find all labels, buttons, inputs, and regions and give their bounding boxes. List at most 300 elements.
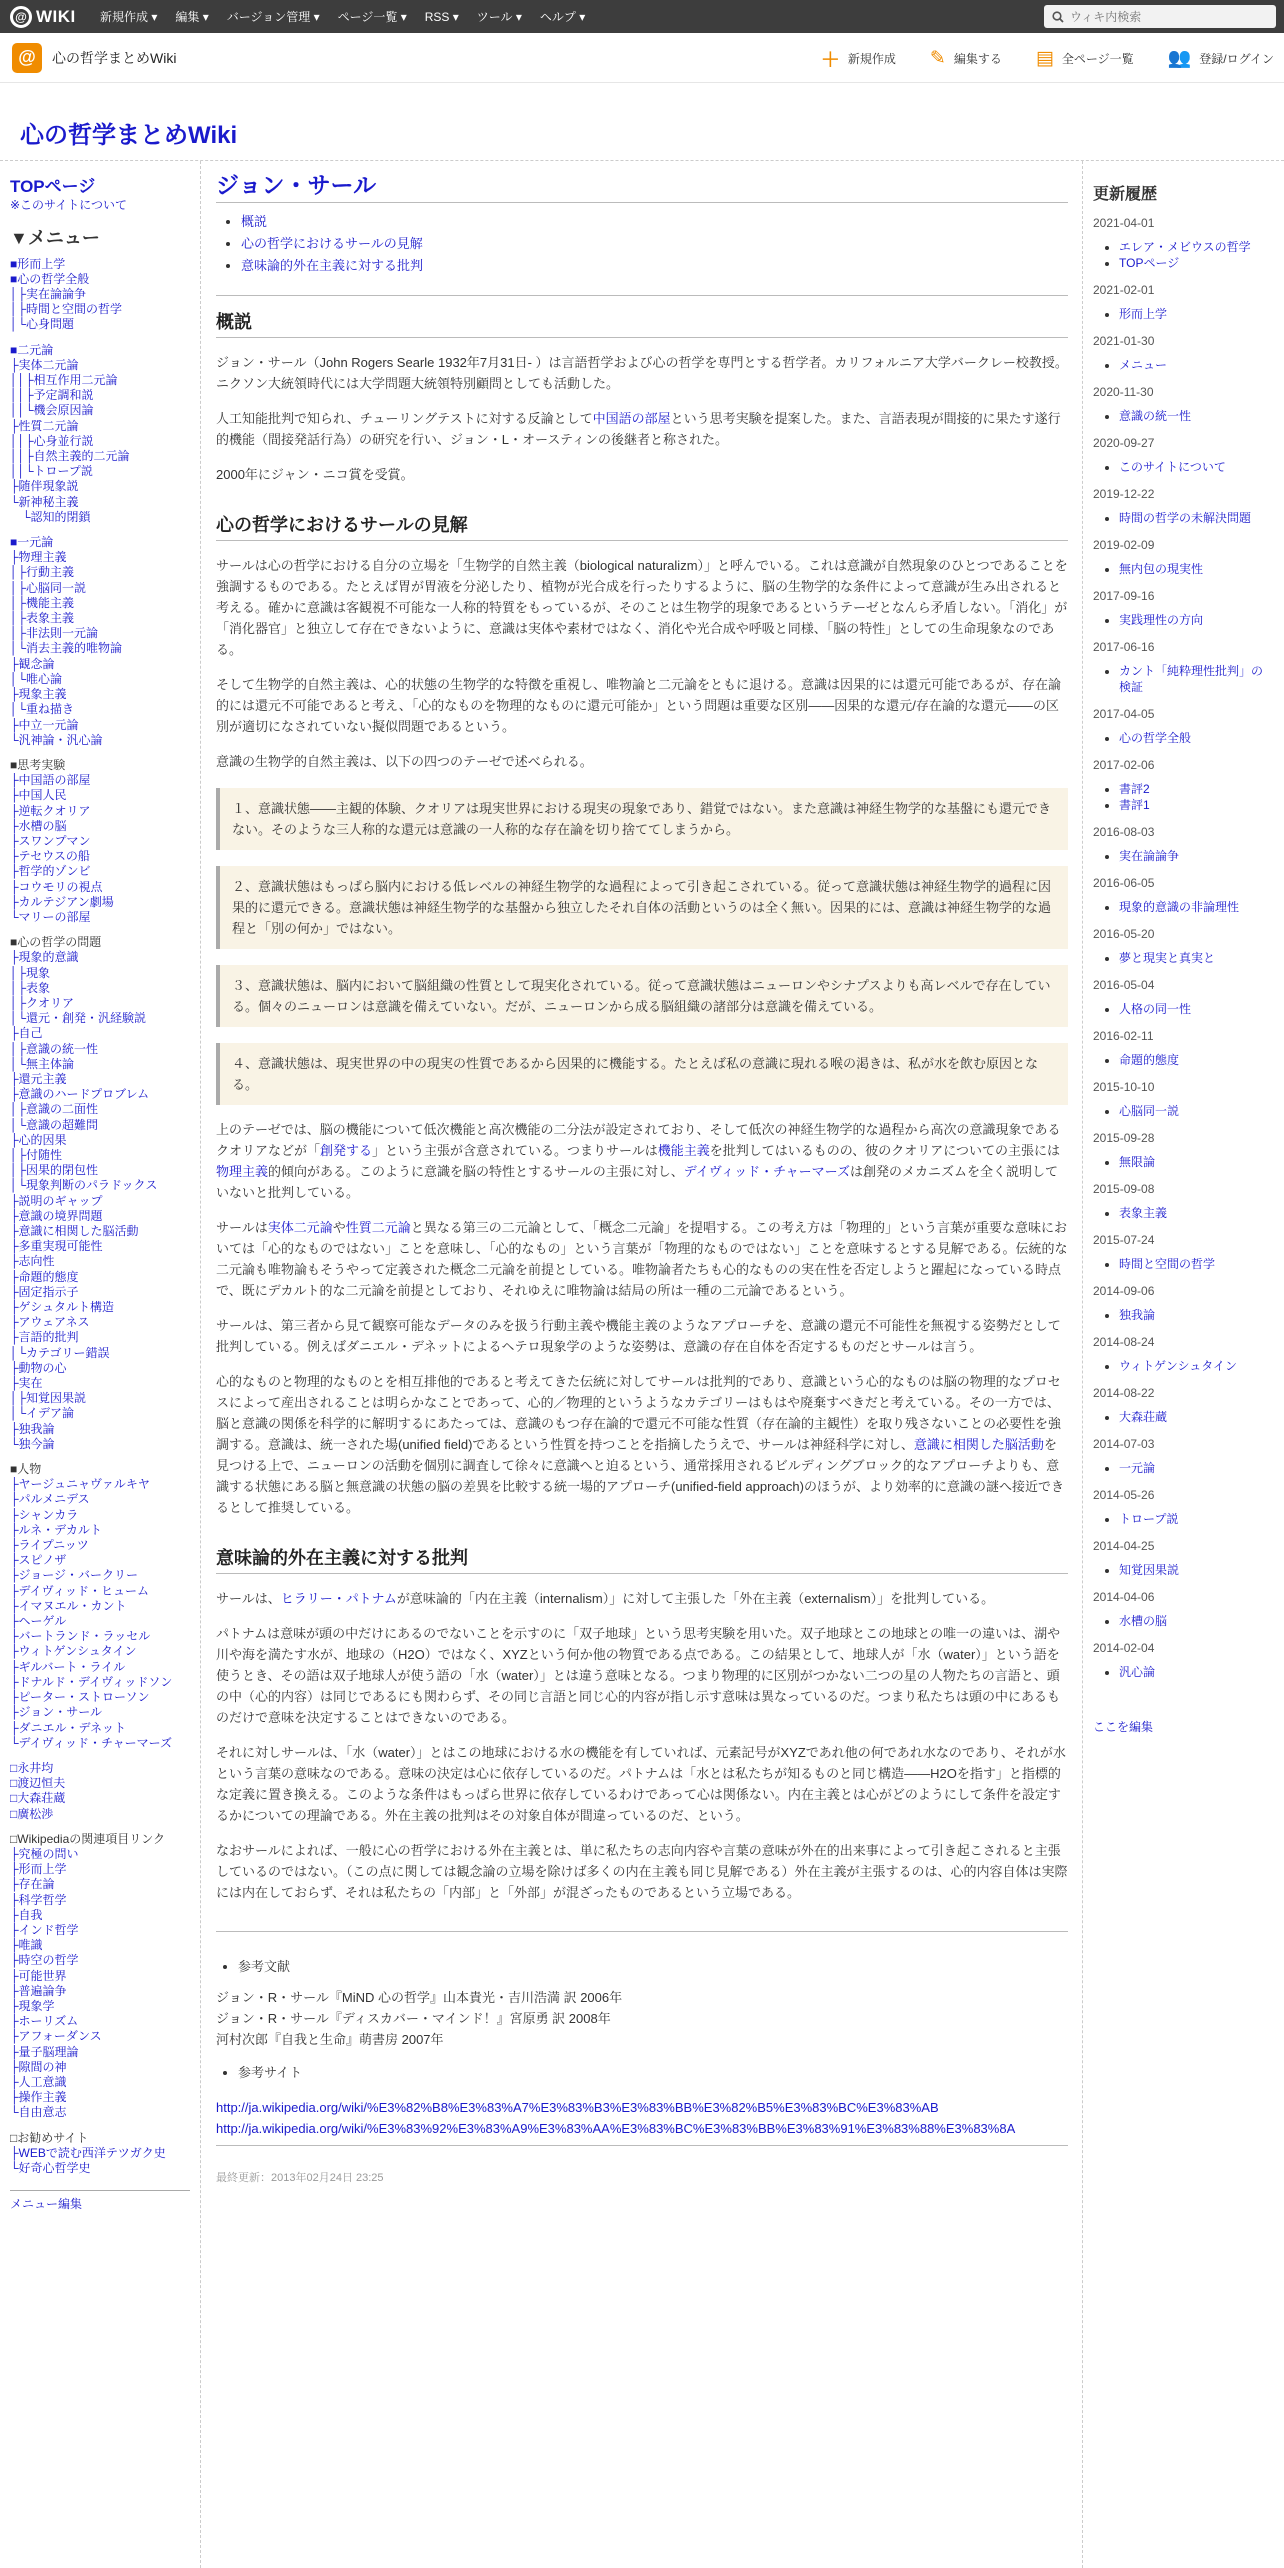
nav-link[interactable]: │└意識の超難問 (10, 1117, 99, 1132)
change-date: 2020-09-27 (1093, 436, 1155, 450)
nav-link[interactable]: ├独我論 (10, 1421, 55, 1436)
nav-link[interactable]: └好奇心哲学史 (10, 2160, 91, 2175)
nav-item (10, 2060, 190, 2075)
nav-link[interactable]: │├表象 (10, 980, 51, 995)
nav-link[interactable]: ├ゲシュタルト構造 (10, 1300, 115, 1315)
nav-link[interactable]: ■心の哲学全般 (10, 271, 90, 286)
change-items (1119, 408, 1274, 424)
nav-item (10, 895, 190, 910)
nav-link[interactable]: ├意識に相関した脳活動 (10, 1224, 139, 1238)
nav-link[interactable]: ├普遍論争 (10, 1983, 67, 1998)
nav-link[interactable]: □Wikipediaの関連項目リンク (10, 1831, 166, 1846)
book-item: ジョン・R・サール『ディスカバー・マインド！』宮原勇 訳 2008年 (216, 2011, 611, 2026)
nav-link[interactable]: ■思考実験 (10, 757, 66, 772)
chinese-room-link[interactable]: 中国語の部屋 (592, 411, 671, 426)
nav-item (10, 403, 190, 418)
nav-link[interactable]: ├ルネ・デカルト (10, 1522, 102, 1537)
nav-link[interactable]: ├イマヌエル・カント (10, 1598, 127, 1613)
nav-item (10, 611, 190, 626)
change-link[interactable]: 心脳同一説 (1119, 1104, 1180, 1118)
nav-link[interactable]: ├存在論 (10, 1877, 55, 1892)
change-date: 2016-02-11 (1093, 1029, 1154, 1043)
nav-item (10, 1877, 190, 1892)
nav-link[interactable]: □お勧めサイト (10, 2130, 89, 2145)
putnam-link[interactable]: ヒラリー・パトナム (280, 1591, 397, 1606)
substance-dualism-link[interactable]: 実体二元論 (267, 1220, 333, 1235)
nav-link[interactable]: ├性質二元論 (10, 418, 79, 433)
nav-link[interactable]: ├ドナルド・デイヴィッドソン (10, 1674, 173, 1689)
references-label: • 参考文献 (238, 1956, 1068, 1977)
paragraph: 心的なものと物理的なものとを相互排他的であると考えてきた伝統に対してサールは批判的であり、意識という心的なものは脳の物理的なプロセスによって産出されることは明らかなことであって、心的／物理的というようなカテゴリーはもはや廃棄すべきだと考えている。その一方では、脳と意識の関係を科学的に解明するにあたっては、意識のもつ存在論的で還元不可能な性質（存在論的主観性）を取り残さないことの必要性を強調する。意識は、統一された場(unified field)であるという性質を持つことを指摘したうえで、サールは神経科学に対し、意識に相関した脳活動を見つける上で、ニューロンの活動を個別に調査して徐々に意識へと迫るという、通常採用されるビルディングブロック的なアプローチよりも、意識する状態にある脳と無意識の状態の脳の差異を比較する統一場的アプローチ(unified-field approach)のほうが、より効率的に意識の謎へ接近できるとして推奨している。 (216, 1374, 1064, 1515)
nav-link[interactable]: └デイヴィッド・チャーマーズ (10, 1735, 172, 1750)
change-items (1119, 1256, 1274, 1272)
change-items (1119, 459, 1274, 475)
about-link: ※このサイトについて (10, 198, 127, 213)
nav-link[interactable]: ├自我 (10, 1907, 43, 1922)
nav-link[interactable]: │└唯心論 (10, 671, 63, 686)
nav-link[interactable]: ├自己 (10, 1026, 43, 1041)
nav-link[interactable]: ├コウモリの視点 (10, 879, 103, 894)
nav-link[interactable]: ├アフォーダンス (10, 2029, 102, 2044)
nav-groups (10, 257, 190, 2177)
nav-link[interactable]: ├テセウスの船 (10, 849, 90, 864)
change-item (1119, 612, 1274, 628)
nav-item (10, 1391, 190, 1406)
table-of-contents (241, 211, 1068, 277)
nav-link[interactable]: ├中国人民 (10, 788, 67, 803)
nav-link[interactable]: ├究極の問い (10, 1846, 79, 1861)
nav-link[interactable]: ├唯識 (10, 1938, 43, 1953)
change-link[interactable]: 書評2 (1119, 782, 1150, 796)
change-link[interactable]: 夢と現実と真実と (1119, 951, 1216, 965)
wiki-header (0, 33, 1284, 83)
change-date: 2019-12-22 (1093, 487, 1155, 501)
nav-link[interactable]: ├ホーリズム (10, 2014, 79, 2029)
menu-rss[interactable]: RSS ▾ (424, 9, 459, 24)
nav-item (10, 672, 190, 687)
change-link[interactable]: 汎心論 (1119, 1665, 1156, 1679)
nav-link[interactable]: ├科学哲学 (10, 1892, 67, 1907)
last-updated: 最終更新：2013年02月24日 23:25 (216, 2172, 384, 2184)
paragraph: 2000年にジャン・ニコ賞を受賞。 (216, 467, 414, 482)
nav-link[interactable]: ├水槽の脳 (10, 818, 67, 833)
top-navbar (0, 0, 1284, 33)
search-input[interactable] (1070, 10, 1270, 24)
document-icon: ▤ (1035, 47, 1054, 69)
nav-link[interactable]: ├ウィトゲンシュタイン (10, 1644, 137, 1659)
wiki-name[interactable]: 心の哲学まとめWiki (52, 49, 177, 66)
change-items (1119, 1205, 1274, 1221)
nav-item (10, 1862, 190, 1877)
chalmers-link[interactable]: デイヴィッド・チャーマーズ (683, 1164, 851, 1179)
change-date: 2016-06-05 (1093, 876, 1155, 890)
property-dualism-link[interactable]: 性質二元論 (345, 1220, 411, 1235)
nav-link[interactable]: ├ピーター・ストローソン (10, 1690, 150, 1705)
change-items (1119, 781, 1274, 813)
nav-item (10, 1999, 190, 2014)
nav-link[interactable]: ├説明のギャップ (10, 1193, 103, 1208)
change-link[interactable]: 形而上学 (1119, 307, 1168, 321)
nav-link[interactable]: □大森荘蔵 (10, 1791, 66, 1806)
nav-link[interactable]: ├ライプニッツ (10, 1538, 89, 1553)
nav-item (10, 581, 190, 596)
nav-item (10, 1422, 190, 1437)
nav-link[interactable]: │└還元・創発・汎経験説 (10, 1011, 147, 1026)
change-item (1119, 408, 1274, 424)
functionalism-link[interactable]: 機能主義 (657, 1143, 710, 1158)
nav-item (10, 1477, 190, 1492)
nav-link[interactable]: ├ヘーゲル (10, 1614, 67, 1629)
emergence-link[interactable]: 創発する (320, 1143, 373, 1158)
change-items (1119, 357, 1274, 373)
change-date: 2014-05-26 (1093, 1488, 1155, 1502)
change-link[interactable]: 時間の哲学の未解決問題 (1119, 511, 1252, 525)
change-date: 2016-05-04 (1093, 978, 1155, 992)
change-link[interactable]: トロープ説 (1119, 1512, 1179, 1526)
nav-link[interactable]: ├ジョージ・バークリー (10, 1568, 139, 1583)
menu-pages[interactable]: ページ一覧 ▾ (337, 10, 407, 24)
section-heading: 意味論的外在主義に対する批判 (216, 1518, 1068, 1574)
recent-changes-list (1093, 216, 1274, 1680)
book-item: ジョン・R・サール『MiND 心の哲学』山本貴光・吉川浩満 訳 2006年 (216, 1990, 623, 2005)
site-links (216, 2097, 1068, 2139)
change-link[interactable]: 書評1 (1119, 798, 1150, 812)
divider (216, 2145, 1068, 2146)
nav-link[interactable]: ├インド哲学 (10, 1922, 79, 1937)
change-items (1119, 1664, 1274, 1680)
nav-link[interactable]: □永井均 (10, 1760, 54, 1775)
change-items (1119, 561, 1274, 577)
change-items (1119, 899, 1274, 915)
edit-button[interactable]: ✎ 編集する (929, 47, 1002, 69)
nav-link[interactable]: ├実在 (10, 1376, 43, 1391)
change-link[interactable]: ウィトゲンシュタイン (1119, 1359, 1238, 1373)
nav-item (10, 2161, 190, 2176)
nav-item (10, 358, 190, 373)
nav-item (10, 1148, 190, 1163)
nav-link[interactable]: │├知覚因果説 (10, 1391, 87, 1406)
nav-item (10, 1538, 190, 1553)
all-pages-button[interactable]: ▤ 全ページ一覧 (1035, 47, 1134, 69)
nav-link[interactable]: ├バートランド・ラッセル (10, 1629, 151, 1644)
change-item (1119, 781, 1274, 797)
change-item (1119, 1511, 1274, 1527)
nav-link[interactable]: ■二元論 (10, 342, 54, 357)
change-link[interactable]: メニュー (1119, 358, 1168, 372)
nav-item (10, 1776, 190, 1791)
nav-item (10, 1437, 190, 1452)
nav-item (10, 343, 190, 358)
nav-link[interactable]: □廣松渉 (10, 1806, 54, 1821)
nav-group (10, 535, 190, 748)
change-link[interactable]: 一元論 (1119, 1461, 1156, 1475)
nav-item (10, 804, 190, 819)
nav-item (10, 1736, 190, 1751)
edit-sidebar-link: ここを編集 (1093, 1720, 1154, 1734)
nav-link[interactable]: ├ヤージュニャヴァルキヤ (10, 1477, 150, 1492)
section-heading: 概説 (216, 295, 1068, 338)
search-box (1044, 5, 1276, 28)
nav-item (10, 1660, 190, 1675)
nav-link[interactable]: │├行動主義 (10, 565, 75, 580)
nav-link[interactable]: □渡辺恒夫 (10, 1776, 66, 1791)
ncc-link[interactable]: 意識に相関した脳活動 (913, 1437, 1044, 1452)
nav-link[interactable]: ■一元論 (10, 535, 54, 550)
change-date: 2015-09-08 (1093, 1182, 1155, 1196)
nav-link[interactable]: ├還元主義 (10, 1071, 67, 1086)
nav-link[interactable]: ├ダニエル・デネット (10, 1720, 127, 1735)
nav-link[interactable]: └自由意志 (10, 2105, 67, 2120)
change-link[interactable]: 表象主義 (1119, 1206, 1168, 1220)
sites-label-list (238, 2062, 1068, 2083)
nav-link[interactable]: │├機能主義 (10, 595, 75, 610)
at-logo-icon: @ (10, 6, 32, 28)
nav-link[interactable]: └認知的閉鎖 (10, 509, 91, 524)
nav-link[interactable]: ├志向性 (10, 1254, 55, 1269)
nav-item (10, 2075, 190, 2090)
nav-link[interactable]: │└心身問題 (10, 317, 75, 332)
nav-item (10, 1847, 190, 1862)
nav-link[interactable]: │└重ね描き (10, 702, 75, 717)
nav-link[interactable]: ├パルメニデス (10, 1492, 90, 1507)
nav-link[interactable]: ├可能世界 (10, 1968, 67, 1983)
nav-link[interactable]: └汎神論・汎心論 (10, 732, 103, 747)
change-link[interactable]: 無限論 (1119, 1155, 1156, 1169)
nav-item (10, 1330, 190, 1345)
nav-link[interactable]: │├因果的閉包性 (10, 1163, 99, 1178)
nav-link[interactable]: ││├自然主義的二元論 (10, 449, 130, 464)
nav-link[interactable]: ├ギルバート・ライル (10, 1659, 126, 1674)
recent-changes-title: 更新履歴 (1093, 186, 1158, 203)
paragraph: それに対しサールは、「水（water）」とはこの地球における水の機能を有していれば、元素記号がXYZであれ他の何であれ水なのであり、それが水という言葉の意味なのである。意味の決定は心に依存しているのだ。パトナムは「水とは私たちが知るものと同じ構造――H2Oを指す」と指標的な定義に置き換える。このような条件はもっぱら世界に依存しているわけであって心は関係ない。内在主義とは心がどのようにして条件を設定するかについての理論である。外在主義の批判はその対象自体が間違っているのだ、という。 (216, 1745, 1066, 1823)
nav-item (10, 718, 190, 733)
change-items (1119, 1409, 1274, 1425)
plus-icon: ＋ (820, 49, 840, 71)
new-page-button[interactable]: ＋ 新規作成 (821, 45, 896, 72)
nav-link[interactable]: ├デイヴィッド・ヒューム (10, 1583, 149, 1598)
change-link[interactable]: 実在論論争 (1119, 849, 1180, 863)
nav-link[interactable]: ├形而上学 (10, 1862, 67, 1877)
nav-item (10, 1011, 190, 1026)
nav-link[interactable]: ├意識のハードプロブレム (10, 1087, 150, 1102)
nav-link[interactable]: ├アウェアネス (10, 1315, 90, 1330)
nav-item (10, 1346, 190, 1361)
nav-item (10, 1315, 190, 1330)
references-label-list (238, 1956, 1068, 1977)
nav-link[interactable]: ├固定指示子 (10, 1284, 79, 1299)
nav-link[interactable]: ├時空の哲学 (10, 1953, 79, 1968)
nav-item (10, 849, 190, 864)
nav-link[interactable]: ├隙間の神 (10, 2059, 67, 2074)
change-link[interactable]: 人格の同一性 (1119, 1002, 1192, 1016)
nav-link[interactable]: ├物理主義 (10, 550, 67, 565)
change-items (1119, 612, 1274, 628)
change-link[interactable]: 心の哲学全般 (1119, 731, 1192, 745)
change-link[interactable]: 独我論 (1119, 1308, 1156, 1322)
change-date: 2021-04-01 (1093, 216, 1155, 230)
change-link[interactable]: TOPページ (1119, 256, 1180, 270)
change-link[interactable]: 実践理性の方向 (1119, 613, 1204, 627)
nav-link[interactable]: │├心脳同一説 (10, 580, 87, 595)
nav-item (10, 2105, 190, 2120)
paragraph: 人工知能批判で知られ、チューリングテストに対する反論として中国語の部屋という思考実験を提案した。また、言語表現が間接的に果たす遂行的機能（間接発話行為）の研究を行い、ジョン・L・オースティンの後継者と称された。 (216, 411, 1061, 447)
nav-item (10, 1523, 190, 1538)
nav-link[interactable]: │└無主体論 (10, 1056, 75, 1071)
menu-version[interactable]: バージョン管理 ▾ (226, 10, 320, 24)
site-title[interactable]: 心の哲学まとめWiki (20, 122, 238, 149)
nav-link[interactable]: ├随伴現象説 (10, 479, 79, 494)
change-link[interactable]: 時間と空間の哲学 (1119, 1257, 1216, 1271)
nav-link[interactable]: │└イデア論 (10, 1406, 75, 1421)
change-link[interactable]: 大森荘蔵 (1119, 1410, 1168, 1424)
nav-link[interactable]: ├操作主義 (10, 2090, 67, 2105)
nav-link[interactable]: ││└機会原因論 (10, 403, 94, 418)
change-link[interactable]: 水槽の脳 (1119, 1614, 1168, 1628)
nav-link[interactable]: │├現象 (10, 965, 51, 980)
nav-link[interactable]: │├実在論論争 (10, 287, 87, 302)
nav-item (10, 2045, 190, 2060)
nav-link[interactable]: ■形而上学 (10, 256, 66, 271)
nav-item (10, 2146, 190, 2161)
nav-link[interactable]: │├非法則一元論 (10, 626, 99, 641)
change-items (1119, 663, 1274, 695)
nav-item (10, 1133, 190, 1148)
paragraph: サールは、第三者から見て観察可能なデータのみを扱う行動主義や機能主義のようなアプローチを、意識の還元不可能性を無視する姿勢だとして批判している。例えばダニエル・デネットによるヘテロ現象学のような姿勢は、意識の存在自体を否定するものだとサールは言う。 (216, 1318, 1061, 1354)
nav-link[interactable]: └マリーの部屋 (10, 909, 91, 924)
nav-item (10, 758, 190, 773)
nav-link[interactable]: ├中国語の部屋 (10, 773, 91, 788)
nav-link[interactable]: ├ジョン・サール (10, 1705, 103, 1720)
change-items (1119, 1307, 1274, 1323)
nav-link[interactable]: ││├予定調和説 (10, 388, 94, 403)
nav-link[interactable]: ├スワンプマン (10, 833, 91, 848)
nav-link[interactable]: ■心の哲学の問題 (10, 935, 102, 950)
nav-link[interactable]: ││├相互作用二元論 (10, 373, 118, 388)
nav-link[interactable]: │├意識の統一性 (10, 1041, 99, 1056)
change-item (1119, 1103, 1274, 1119)
paragraph: そして生物学的自然主義は、心的状態の生物学的な特徴を重視し、唯物論と二元論をともに退ける。意識は因果的には還元可能であるが、存在論的には還元不可能であると考え、「心的なものを物理的なものに還元可能か」という問題は重要な区別――因果的な還元/存在論的な還元――の区別が適切になされていない擬似問題であるという。 (216, 677, 1062, 734)
nav-link[interactable]: ││├心身並行説 (10, 433, 94, 448)
nav-link[interactable]: │└現象判断のパラドックス (10, 1178, 158, 1193)
paragraph: ジョン・サール（John Rogers Searle 1932年7月31日- ）は言語哲学および心の哲学を専門とする哲学者。カリフォルニア大学バークレー校教授。ニクソン大統領時代には大学問題大統領特別顧問としても活動した。 (216, 355, 1068, 391)
wiki-icon[interactable]: @ (12, 43, 42, 73)
change-link[interactable]: 知覚因果説 (1119, 1563, 1180, 1577)
nav-item (10, 1953, 190, 1968)
nav-link[interactable]: │└消去主義的唯物論 (10, 641, 123, 656)
change-item (1119, 1154, 1274, 1170)
physicalism-link[interactable]: 物理主義 (216, 1164, 269, 1179)
nav-item (10, 257, 190, 272)
nav-link[interactable]: ├WEBで読む西洋テツガク史 (10, 2145, 166, 2160)
paragraph: パトナムは意味が頭の中だけにあるのでないことを示すのに「双子地球」という思考実験を用いた。双子地球とこの地球との唯一の違いは、湖や川や海を満たす水が、地球の（H2O）ではなく、XYZという何か他の物質である点である。この結果として、地球人が「水（water）」という語を使うとき、その語は双子地球人が使う語の「水（water）」とは違う意味となる。つまり物理的に区別がつかない二つの星の人物たちの言語と、頭の中（心的内容）は同じであるにも関わらず、その同じ言語と同じ心的内容が指し示す意味は異なっているのだ。つまり私たちは頭の中にあるものだけで意味を決定することはできないのである。 (216, 1626, 1061, 1725)
nav-link[interactable]: │├意識の二面性 (10, 1102, 99, 1117)
nav-link[interactable]: ├多重実現可能性 (10, 1239, 103, 1254)
change-item (1119, 239, 1274, 255)
login-button[interactable]: 👥 登録/ログイン (1167, 48, 1274, 69)
menu-help[interactable]: ヘルプ ▾ (539, 10, 586, 24)
nav-link[interactable]: ├心的因果 (10, 1132, 67, 1147)
change-link[interactable]: 無内包の現実性 (1119, 562, 1204, 576)
nav-link[interactable]: ├逆転クオリア (10, 803, 91, 818)
nav-item (10, 510, 190, 525)
change-item (1119, 1052, 1274, 1068)
nav-link[interactable]: ├命題的態度 (10, 1269, 79, 1284)
nav-link[interactable]: │├表象主義 (10, 611, 75, 626)
change-link[interactable]: カント「純粋理性批判」の検証 (1119, 664, 1264, 694)
nav-link[interactable]: ■人物 (10, 1462, 42, 1477)
nav-item (10, 1361, 190, 1376)
change-link[interactable]: 命題的態度 (1119, 1053, 1180, 1067)
nav-item (10, 317, 190, 332)
change-items (1119, 1460, 1274, 1476)
nav-item (10, 935, 190, 950)
logo-text: WIKI (36, 6, 76, 26)
nav-link[interactable]: ├観念論 (10, 656, 55, 671)
nav-link[interactable]: ├カルテジアン劇場 (10, 894, 114, 909)
nav-link[interactable]: ├中立一元論 (10, 717, 79, 732)
change-link[interactable]: 意識の統一性 (1119, 409, 1192, 423)
search-icon (1052, 11, 1064, 23)
wikipedia-link[interactable]: http://ja.wikipedia.org/wiki/%E3%83%92%E3%83%A9%E3%83%AA%E3%83%BC%E3%83%BB%E3%83%91%E3%83%88%E3%83%8A (216, 2121, 1016, 2136)
nav-item (10, 2014, 190, 2029)
nav-link[interactable]: ├現象主義 (10, 687, 67, 702)
nav-item (10, 657, 190, 672)
top-page-link: TOPページ (10, 177, 96, 196)
nav-item (10, 1057, 190, 1072)
nav-link[interactable]: ├動物の心 (10, 1360, 67, 1375)
nav-link[interactable]: │├時間と空間の哲学 (10, 302, 123, 317)
change-link[interactable]: このサイトについて (1119, 460, 1226, 474)
nav-item (10, 687, 190, 702)
nav-link[interactable]: │├付随性 (10, 1147, 63, 1162)
nav-link[interactable]: │├クオリア (10, 995, 75, 1010)
nav-link[interactable]: ├量子脳理論 (10, 2044, 79, 2059)
user-add-icon: 👥 (1167, 48, 1192, 69)
nav-link[interactable]: ├実体二元論 (10, 357, 79, 372)
nav-item (10, 1042, 190, 1057)
wikipedia-link[interactable]: http://ja.wikipedia.org/wiki/%E3%82%B8%E3%83%A7%E3%83%B3%E3%83%BB%E3%82%B5%E3%83%BC%E3%83%AB (216, 2100, 939, 2115)
nav-item (10, 910, 190, 925)
nav-link[interactable]: ├人工意識 (10, 2074, 67, 2089)
nav-link[interactable]: ││└トロープ説 (10, 464, 93, 479)
nav-item (10, 773, 190, 788)
nav-link[interactable]: ├意識の境界問題 (10, 1208, 103, 1223)
change-items (1119, 1613, 1274, 1629)
change-items (1119, 730, 1274, 746)
nav-item (10, 1178, 190, 1193)
change-link[interactable]: 現象的意識の非論理性 (1119, 900, 1240, 914)
change-link[interactable]: エレア・メビウスの哲学 (1119, 240, 1251, 254)
nav-link[interactable]: ├哲学的ゾンビ (10, 864, 91, 879)
nav-link[interactable]: ├現象学 (10, 1998, 55, 2013)
nav-link[interactable]: └独今論 (10, 1436, 55, 1451)
change-date: 2017-04-05 (1093, 707, 1155, 721)
change-item (1119, 1256, 1274, 1272)
nav-item (10, 2131, 190, 2146)
menu-new[interactable]: 新規作成 ▾ (100, 10, 158, 24)
menu-tools[interactable]: ツール ▾ (476, 10, 522, 24)
nav-link[interactable]: ├シャンカラ (10, 1507, 79, 1522)
menu-edit[interactable]: 編集 ▾ (175, 10, 209, 24)
nav-group (10, 1761, 190, 1822)
nav-link[interactable]: │└カテゴリー錯誤 (10, 1345, 110, 1360)
nav-link[interactable]: └新神秘主義 (10, 494, 79, 509)
wiki-logo[interactable] (10, 6, 100, 28)
nav-link[interactable]: ├スピノザ (10, 1553, 67, 1568)
nav-link[interactable]: ├言語的批判 (10, 1330, 79, 1345)
nav-item (10, 1938, 190, 1953)
nav-link[interactable]: ├現象的意識 (10, 950, 79, 965)
